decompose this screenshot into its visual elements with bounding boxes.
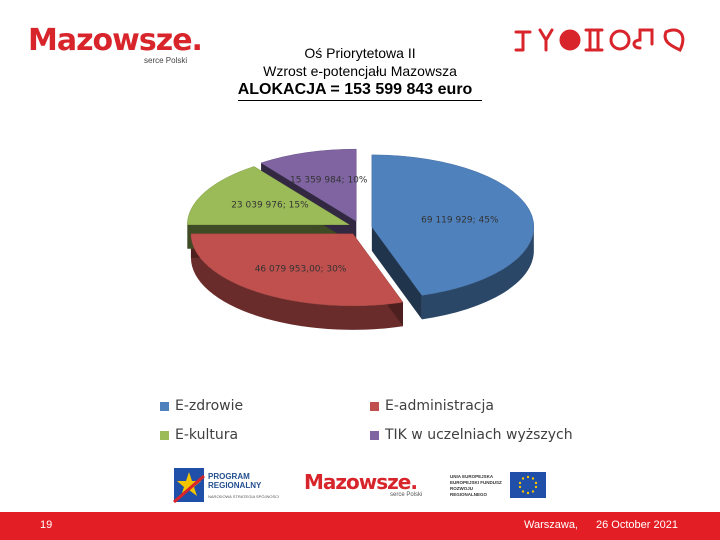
title-line-1: Oś Priorytetowa II bbox=[304, 45, 416, 61]
eu-label: UNIA EUROPEJSKA EUROPEJSKI FUNDUSZ ROZWOJU REGIONALNEGO bbox=[450, 474, 502, 497]
logo-subtitle: serce Polski bbox=[144, 56, 188, 65]
legend-item bbox=[160, 398, 243, 414]
legend-item bbox=[370, 398, 494, 414]
pie-data-label: 46 079 953,00; 30% bbox=[254, 264, 347, 275]
eu-flag-icon bbox=[510, 472, 546, 498]
star-flag-icon bbox=[172, 466, 206, 504]
footer-logos bbox=[172, 466, 550, 506]
allocation-total: ALOKACJA = 153 599 843 euro bbox=[238, 80, 483, 101]
legend-label: E-administracja bbox=[385, 398, 494, 414]
legend-label: E-kultura bbox=[175, 427, 239, 443]
pie-data-label: 15 359 984; 10% bbox=[290, 175, 368, 186]
legend-label: E-zdrowie bbox=[175, 398, 244, 414]
legend-swatch bbox=[370, 402, 379, 411]
legend-label: TIK w uczelniach wyższych bbox=[385, 427, 573, 443]
footer-date: 26 October 2021 bbox=[596, 519, 678, 531]
footer-place: Warszawa, bbox=[524, 519, 578, 531]
program-subtitle: NARODOWA STRATEGIA SPÓJNOŚCI bbox=[208, 494, 280, 499]
legend-item bbox=[370, 427, 573, 443]
pie-data-label: 23 039 976; 15% bbox=[231, 200, 309, 211]
legend-item bbox=[160, 427, 238, 443]
program-regionalny-logo bbox=[172, 466, 290, 506]
legend-swatch bbox=[370, 431, 379, 440]
page-number: 19 bbox=[40, 519, 53, 531]
pie-data-label: 69 119 929; 45% bbox=[421, 215, 499, 226]
mazowsze-footer-subtitle: serce Polski bbox=[390, 492, 423, 498]
mazowsze-footer-logo: Mazowsze. bbox=[304, 470, 417, 494]
chart-legend bbox=[160, 398, 600, 458]
legend-swatch bbox=[160, 431, 169, 440]
legend-swatch bbox=[160, 402, 169, 411]
program-label: PROGRAM REGIONALNY bbox=[208, 472, 262, 490]
title-line-2: Wzrost e-potencjału Mazowsza bbox=[263, 63, 457, 79]
footer-bar bbox=[0, 512, 720, 540]
logo-wordmark: Mazowsze. bbox=[28, 23, 202, 58]
